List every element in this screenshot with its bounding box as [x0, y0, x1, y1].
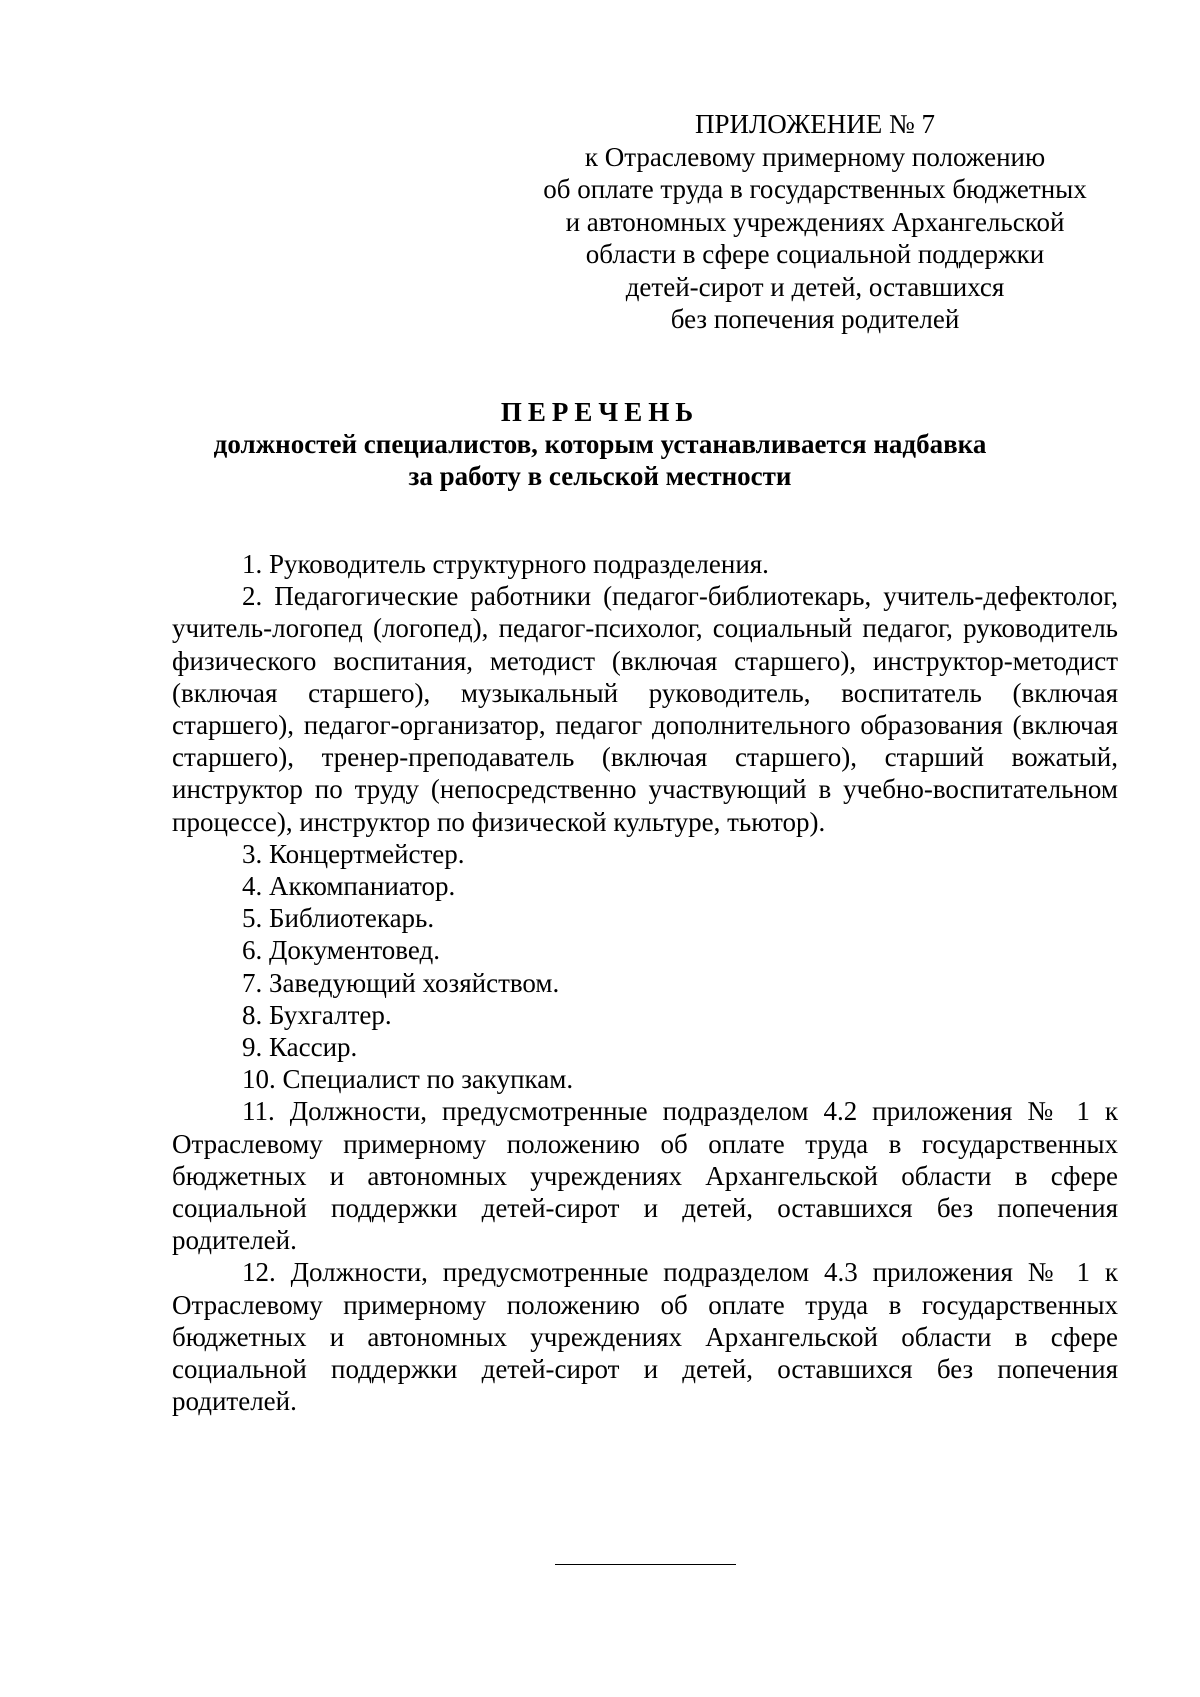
document-subtitle-line: за работу в сельской местности	[408, 461, 792, 491]
positions-list	[172, 548, 1118, 1417]
list-item: 3. Концертмейстер.	[242, 838, 465, 869]
document-title: ПЕРЕЧЕНЬ	[500, 397, 700, 427]
list-item: 4. Аккомпаниатор.	[242, 871, 456, 902]
list-item: 5. Библиотекарь.	[242, 903, 435, 934]
appendix-title: ПРИЛОЖЕНИЕ № 7	[694, 109, 936, 139]
list-item: 11. Должности, предусмотренные подразделом 4.2 приложения № 1 к Отраслевому примерному положению об оплате труда в государственных бюджетных и автономных учреждениях Архангельской области в сфере социальной поддержки детей-сирот и детей, оставшихся без попечения родителей.	[172, 1096, 1118, 1256]
document-subtitle-line: должностей специалистов, которым устанавливается надбавка	[213, 429, 987, 459]
list-item: 8. Бухгалтер.	[242, 999, 392, 1030]
appendix-line: детей-сирот и детей, оставшихся	[625, 271, 1005, 302]
appendix-line: области в сфере социальной поддержки	[585, 239, 1045, 269]
list-item: 7. Заведующий хозяйством.	[242, 967, 560, 998]
document-heading	[0, 396, 1200, 492]
appendix-line: и автономных учреждениях Архангельской	[565, 206, 1065, 237]
appendix-line: об оплате труда в государственных бюджетных	[543, 174, 1087, 204]
list-item: 10. Специалист по закупкам.	[242, 1064, 574, 1095]
list-item: 12. Должности, предусмотренные подразделом 4.3 приложения № 1 к Отраслевому примерному положению об оплате труда в государственных бюджетных и автономных учреждениях Архангельской области в сфере социальной поддержки детей-сирот и детей, оставшихся без попечения родителей.	[172, 1257, 1118, 1417]
list-item: 9. Кассир.	[242, 1032, 358, 1063]
list-item: 2. Педагогические работники (педагог-библиотекарь, учитель-дефектолог, учитель-логопед (логопед), педагог-психолог, социальный педагог, руководитель физического воспитания, методист (включая старшего), инструктор-методист (включая старшего), музыкальный руководитель, воспитатель (включая старшего), педагог-организатор, педагог дополнительного образования (включая старшего), тренер-преподаватель (включая старшего), старший вожатый, инструктор по труду (непосредственно участвующий в учебно-воспитательном процессе), инструктор по физической культуре, тьютор).	[172, 581, 1118, 837]
closing-divider	[555, 1564, 736, 1565]
list-item: 6. Документовед.	[242, 935, 440, 966]
list-item: 1. Руководитель структурного подразделения.	[242, 549, 769, 579]
appendix-line: без попечения родителей	[670, 304, 960, 334]
appendix-line: к Отраслевому примерному положению	[584, 141, 1046, 172]
appendix-header	[520, 108, 1110, 336]
